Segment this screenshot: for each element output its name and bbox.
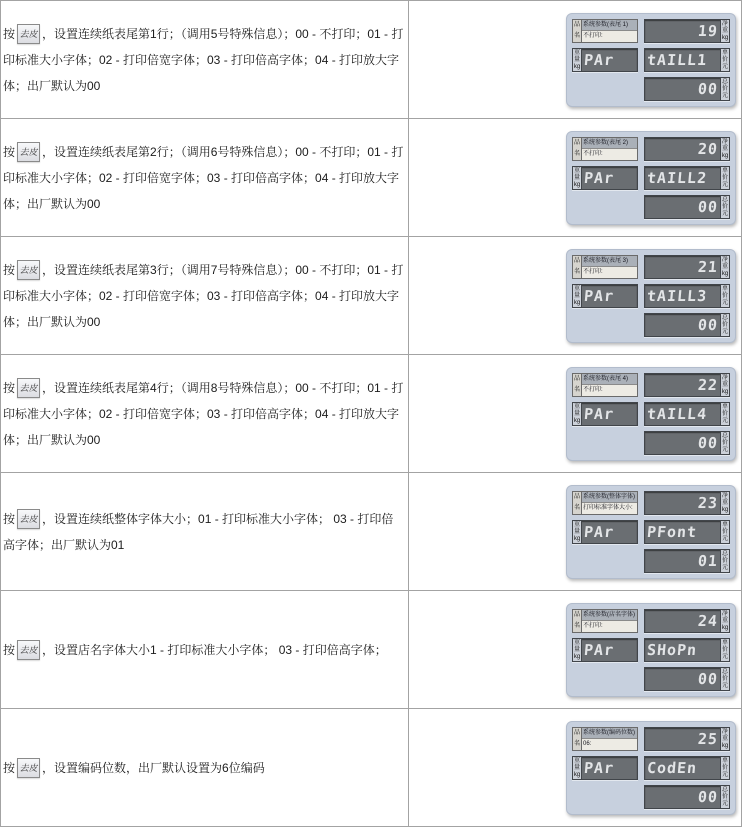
lcd-parameter-value-display	[644, 667, 730, 691]
panel-right-column	[644, 373, 730, 455]
product-name-strip: 品名	[573, 138, 582, 160]
table-row	[1, 591, 742, 709]
product-name-strip: 品名	[573, 20, 582, 42]
tare-key-image: 去皮	[17, 758, 40, 778]
setting-description	[3, 755, 265, 781]
lcd-parameter-name-value: tAILL2	[646, 168, 708, 187]
unit-price-unit-label: 单价元	[721, 403, 728, 424]
setting-description-cell	[1, 355, 409, 472]
lcd-parameter-name-display	[644, 756, 730, 780]
lcd-parameter-name-display	[644, 402, 730, 426]
lcd-parameter-number-display	[644, 727, 730, 751]
lcd-parameter-number-display	[644, 137, 730, 161]
display-panel	[566, 131, 736, 225]
lcd-parameter-value-value: 00	[697, 787, 719, 806]
lcd-weight-value: PAr	[583, 50, 615, 69]
press-prefix: 按	[3, 642, 16, 657]
parameter-value-label: 不打印:	[582, 267, 637, 278]
setting-description-cell	[1, 473, 409, 590]
unit-price-unit-label: 单价元	[721, 285, 728, 306]
parameter-value-label: 不打印:	[582, 621, 637, 632]
lcd-parameter-name-display	[644, 520, 730, 544]
lcd-parameter-value-display	[644, 785, 730, 809]
display-panel	[566, 721, 736, 815]
label-fields	[582, 728, 637, 750]
lcd-parameter-name-value: tAILL4	[646, 404, 708, 423]
total-price-unit-label: 总价元	[721, 786, 728, 807]
panel-left-column	[572, 491, 638, 573]
lcd-weight-display	[572, 166, 638, 190]
product-name-label-box	[572, 137, 638, 161]
parameter-title-label: 系统参数(整体字体)	[582, 492, 637, 504]
label-fields	[582, 138, 637, 160]
lcd-parameter-number-display	[644, 491, 730, 515]
lcd-weight-value: PAr	[583, 640, 615, 659]
display-panel-cell	[409, 473, 742, 590]
lcd-parameter-value-value: 00	[697, 197, 719, 216]
weight-unit-label: 重量kg	[573, 403, 581, 424]
lcd-parameter-name-value: CodEn	[646, 758, 698, 777]
lcd-weight-display	[572, 520, 638, 544]
display-panel-cell	[409, 119, 742, 236]
parameter-value-label: 不打印:	[582, 149, 637, 160]
lcd-parameter-value-display	[644, 195, 730, 219]
lcd-parameter-value-display	[644, 431, 730, 455]
setting-description	[3, 21, 405, 99]
lcd-weight-display	[572, 284, 638, 308]
display-panel	[566, 603, 736, 697]
product-name-strip: 品名	[573, 492, 582, 514]
product-name-label-box	[572, 727, 638, 751]
parameter-value-label: 不打印:	[582, 385, 637, 396]
lcd-parameter-number-value: 19	[697, 21, 719, 40]
parameter-title-label: 系统参数(表尾 3)	[582, 256, 637, 268]
label-fields	[582, 20, 637, 42]
lcd-parameter-name-value: SHoPn	[646, 640, 698, 659]
weight-unit-label: 重量kg	[573, 49, 581, 70]
lcd-weight-display	[572, 638, 638, 662]
setting-description	[3, 257, 405, 335]
lcd-parameter-number-display	[644, 373, 730, 397]
lcd-parameter-value-value: 00	[697, 79, 719, 98]
lcd-parameter-number-value: 20	[697, 139, 719, 158]
product-name-label-box	[572, 255, 638, 279]
panel-right-column	[644, 727, 730, 809]
setting-text: ，设置编码位数，出厂默认设置为6位编码	[42, 760, 265, 775]
display-panel	[566, 485, 736, 579]
lcd-parameter-value-display	[644, 77, 730, 101]
lcd-parameter-number-value: 21	[697, 257, 719, 276]
parameter-title-label: 系统参数(表尾 1)	[582, 20, 637, 32]
tare-key-image: 去皮	[17, 509, 40, 529]
unit-price-unit-label: 单价元	[721, 521, 728, 542]
total-price-unit-label: 总价元	[721, 314, 728, 335]
display-panel	[566, 249, 736, 343]
product-name-label-box	[572, 609, 638, 633]
tare-key-image: 去皮	[17, 24, 40, 44]
product-name-label-box	[572, 491, 638, 515]
setting-text: ，设置连续纸表尾第2行；（调用6号特殊信息）；00 - 不打印；01 - 打印标准大小字体；02 - 打印倍宽字体；03 - 打印倍高字体；04 - 打印放大字体；出厂默认为00	[3, 144, 404, 211]
press-prefix: 按	[3, 380, 16, 395]
weight-unit-label: 重量kg	[573, 757, 581, 778]
lcd-parameter-name-display	[644, 638, 730, 662]
total-price-unit-label: 总价元	[721, 196, 728, 217]
setting-description-cell	[1, 119, 409, 236]
panel-left-column	[572, 255, 638, 337]
lcd-parameter-name-value: tAILL3	[646, 286, 708, 305]
press-prefix: 按	[3, 144, 16, 159]
label-fields	[582, 492, 637, 514]
table-row	[1, 119, 742, 237]
press-prefix: 按	[3, 760, 16, 775]
lcd-parameter-name-display	[644, 166, 730, 190]
parameter-value-label: 不打印:	[582, 31, 637, 42]
tare-key-image: 去皮	[17, 142, 40, 162]
setting-description	[3, 637, 387, 663]
lcd-parameter-value-value: 00	[697, 669, 719, 688]
net-weight-unit-label: 净重kg	[721, 374, 729, 395]
setting-description-cell	[1, 1, 409, 118]
lcd-parameter-name-display	[644, 48, 730, 72]
net-weight-unit-label: 净重kg	[721, 610, 729, 631]
parameter-title-label: 系统参数(表尾 2)	[582, 138, 637, 150]
total-price-unit-label: 总价元	[721, 550, 728, 571]
weight-unit-label: 重量kg	[573, 285, 581, 306]
lcd-parameter-number-value: 25	[697, 729, 719, 748]
product-name-strip: 品名	[573, 728, 582, 750]
lcd-weight-display	[572, 756, 638, 780]
net-weight-unit-label: 净重kg	[721, 256, 729, 277]
table-row	[1, 355, 742, 473]
panel-left-column	[572, 19, 638, 101]
panel-left-column	[572, 609, 638, 691]
lcd-parameter-number-value: 23	[697, 493, 719, 512]
display-panel-cell	[409, 709, 742, 826]
lcd-weight-value: PAr	[583, 522, 615, 541]
lcd-parameter-number-display	[644, 19, 730, 43]
lcd-weight-display	[572, 48, 638, 72]
lcd-weight-value: PAr	[583, 168, 615, 187]
lcd-parameter-value-display	[644, 313, 730, 337]
setting-text: ，设置连续纸表尾第1行；（调用5号特殊信息）；00 - 不打印；01 - 打印标准大小字体；02 - 打印倍宽字体；03 - 打印倍高字体；04 - 打印放大字体；出厂默认为00	[3, 26, 404, 93]
display-panel-cell	[409, 591, 742, 708]
lcd-parameter-name-value: PFont	[646, 522, 698, 541]
unit-price-unit-label: 单价元	[721, 639, 728, 660]
panel-left-column	[572, 373, 638, 455]
net-weight-unit-label: 净重kg	[721, 492, 729, 513]
setting-description	[3, 375, 405, 453]
lcd-parameter-value-display	[644, 549, 730, 573]
setting-description-cell	[1, 591, 409, 708]
setting-text: ，设置连续纸表尾第4行；（调用8号特殊信息）；00 - 不打印；01 - 打印标准大小字体；02 - 打印倍宽字体；03 - 打印倍高字体；04 - 打印放大字体；出厂默认为00	[3, 380, 404, 447]
panel-right-column	[644, 137, 730, 219]
press-prefix: 按	[3, 262, 16, 277]
setting-description	[3, 506, 405, 558]
net-weight-unit-label: 净重kg	[721, 20, 729, 41]
lcd-parameter-name-value: tAILL1	[646, 50, 708, 69]
product-name-strip: 品名	[573, 256, 582, 278]
lcd-parameter-number-display	[644, 609, 730, 633]
parameter-title-label: 系统参数(店名字体)	[582, 610, 637, 622]
total-price-unit-label: 总价元	[721, 78, 728, 99]
label-fields	[582, 374, 637, 396]
product-name-label-box	[572, 373, 638, 397]
lcd-weight-display	[572, 402, 638, 426]
setting-description-cell	[1, 709, 409, 826]
setting-description	[3, 139, 405, 217]
table-row	[1, 709, 742, 827]
table-row	[1, 237, 742, 355]
tare-key-image: 去皮	[17, 640, 40, 660]
display-panel-cell	[409, 237, 742, 354]
weight-unit-label: 重量kg	[573, 639, 581, 660]
net-weight-unit-label: 净重kg	[721, 728, 729, 749]
lcd-weight-value: PAr	[583, 404, 615, 423]
product-name-strip: 品名	[573, 374, 582, 396]
net-weight-unit-label: 净重kg	[721, 138, 729, 159]
unit-price-unit-label: 单价元	[721, 757, 728, 778]
parameter-title-label: 系统参数(表尾 4)	[582, 374, 637, 386]
lcd-parameter-value-value: 01	[697, 551, 719, 570]
parameter-value-label: 打印标准字体大小:	[582, 503, 637, 514]
table-row	[1, 473, 742, 591]
label-fields	[582, 610, 637, 632]
panel-right-column	[644, 491, 730, 573]
panel-right-column	[644, 19, 730, 101]
tare-key-image: 去皮	[17, 378, 40, 398]
setting-description-cell	[1, 237, 409, 354]
display-panel	[566, 367, 736, 461]
press-prefix: 按	[3, 511, 16, 526]
press-prefix: 按	[3, 26, 16, 41]
setting-text: ，设置店名字体大小1 - 打印标准大小字体； 03 - 打印倍高字体；	[42, 642, 387, 657]
tare-key-image: 去皮	[17, 260, 40, 280]
setting-text: ，设置连续纸整体字体大小；01 - 打印标准大小字体； 03 - 打印倍高字体；出厂默认为01	[3, 511, 394, 552]
lcd-parameter-value-value: 00	[697, 315, 719, 334]
weight-unit-label: 重量kg	[573, 167, 581, 188]
panel-left-column	[572, 727, 638, 809]
panel-right-column	[644, 609, 730, 691]
lcd-parameter-value-value: 00	[697, 433, 719, 452]
total-price-unit-label: 总价元	[721, 432, 728, 453]
display-panel	[566, 13, 736, 107]
table-row	[1, 1, 742, 119]
display-panel-cell	[409, 1, 742, 118]
product-name-strip: 品名	[573, 610, 582, 632]
panel-left-column	[572, 137, 638, 219]
lcd-parameter-number-value: 22	[697, 375, 719, 394]
weight-unit-label: 重量kg	[573, 521, 581, 542]
lcd-weight-value: PAr	[583, 286, 615, 305]
label-fields	[582, 256, 637, 278]
product-name-label-box	[572, 19, 638, 43]
lcd-parameter-name-display	[644, 284, 730, 308]
lcd-weight-value: PAr	[583, 758, 615, 777]
total-price-unit-label: 总价元	[721, 668, 728, 689]
parameter-value-label: 06:	[582, 739, 637, 750]
display-panel-cell	[409, 355, 742, 472]
lcd-parameter-number-value: 24	[697, 611, 719, 630]
setting-text: ，设置连续纸表尾第3行；（调用7号特殊信息）；00 - 不打印；01 - 打印标准大小字体；02 - 打印倍宽字体；03 - 打印倍高字体；04 - 打印放大字体；出厂默认为00	[3, 262, 404, 329]
panel-right-column	[644, 255, 730, 337]
unit-price-unit-label: 单价元	[721, 49, 728, 70]
unit-price-unit-label: 单价元	[721, 167, 728, 188]
parameter-title-label: 系统参数(编码位数)	[582, 728, 637, 740]
lcd-parameter-number-display	[644, 255, 730, 279]
